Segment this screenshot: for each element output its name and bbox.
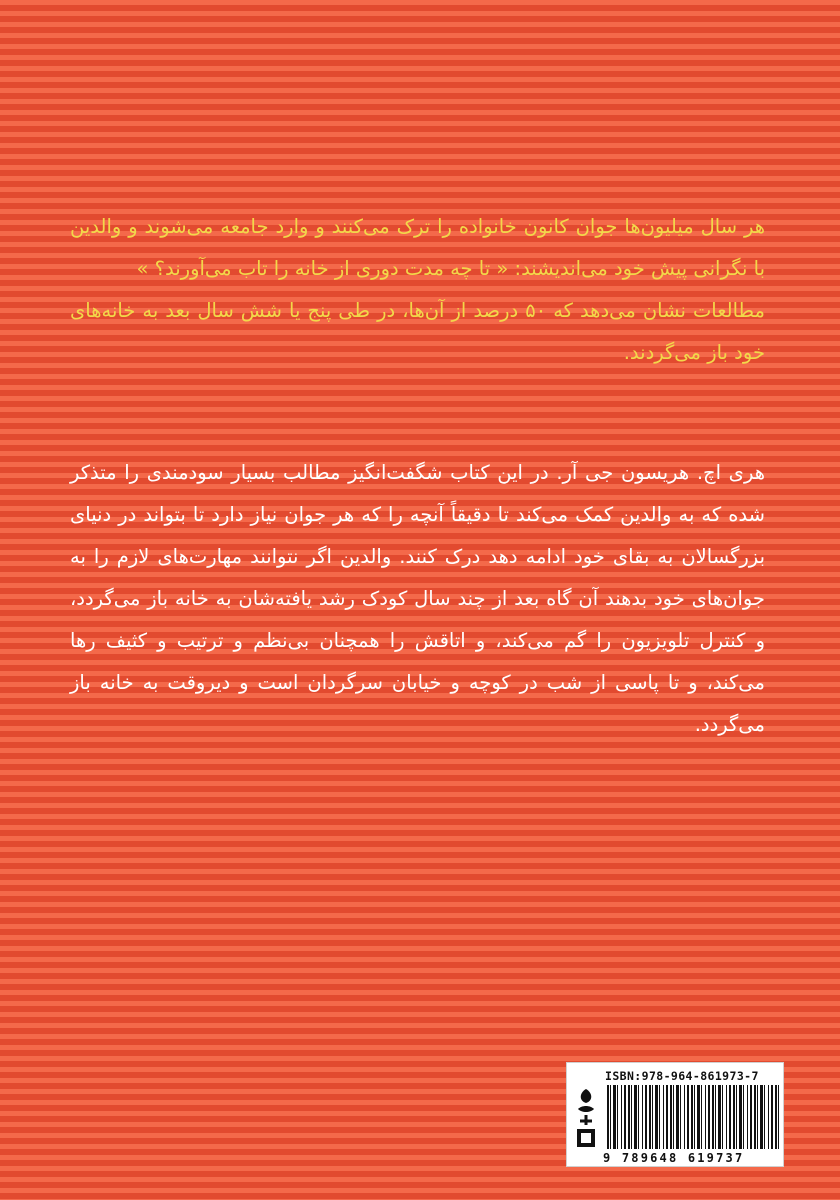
- barcode-digits: 9 789648 619737: [603, 1151, 745, 1165]
- blurb-description-paragraph: هری اچ. هریسون جی آر. در این کتاب شگفت‌انگیز مطالب بسیار سودمندی را متذکر شده که به والدین کمک می‌کند تا دقیقاً آنچه را که هر جوان نیاز دارد تا بتواند در دنیای بزرگسالان به بقای خود ادامه دهد درک کنند. والدین اگر نتوانند مهارت‌های لازم را به جوان‌های خود بدهند آن گاه بعد از چند سال کودک رشد یافته‌شان به خانه باز می‌گردد، و کنترل تلویزیون را گم می‌کند، و اتاقش را همچنان بی‌نظم و ترتیب و کثیف رها می‌کند، و تا پاسی از شب در کوچه و خیابان سرگردان است و دیروقت به خانه باز می‌گردد.: [70, 461, 765, 736]
- blurb-intro-paragraph-1: هر سال میلیون‌ها جوان کانون خانواده را ترک می‌کنند و وارد جامعه می‌شوند و والدین با نگرانی پیش خود می‌اندیشند: « تا چه مدت دوری از خانه را تاب می‌آورند؟ »: [70, 215, 765, 280]
- isbn-barcode-box: [566, 1062, 784, 1167]
- publisher-logo-icon: [573, 1085, 599, 1153]
- blurb-description: [70, 452, 765, 746]
- barcode: [607, 1085, 779, 1149]
- isbn-label: ISBN:978-964-861973-7: [605, 1069, 759, 1083]
- blurb-intro: [70, 206, 765, 374]
- blurb-intro-paragraph-2: مطالعات نشان می‌دهد که ۵۰ درصد از آن‌ها، در طی پنج یا شش سال بعد به خانه‌های خود باز می‌گردند.: [70, 299, 765, 364]
